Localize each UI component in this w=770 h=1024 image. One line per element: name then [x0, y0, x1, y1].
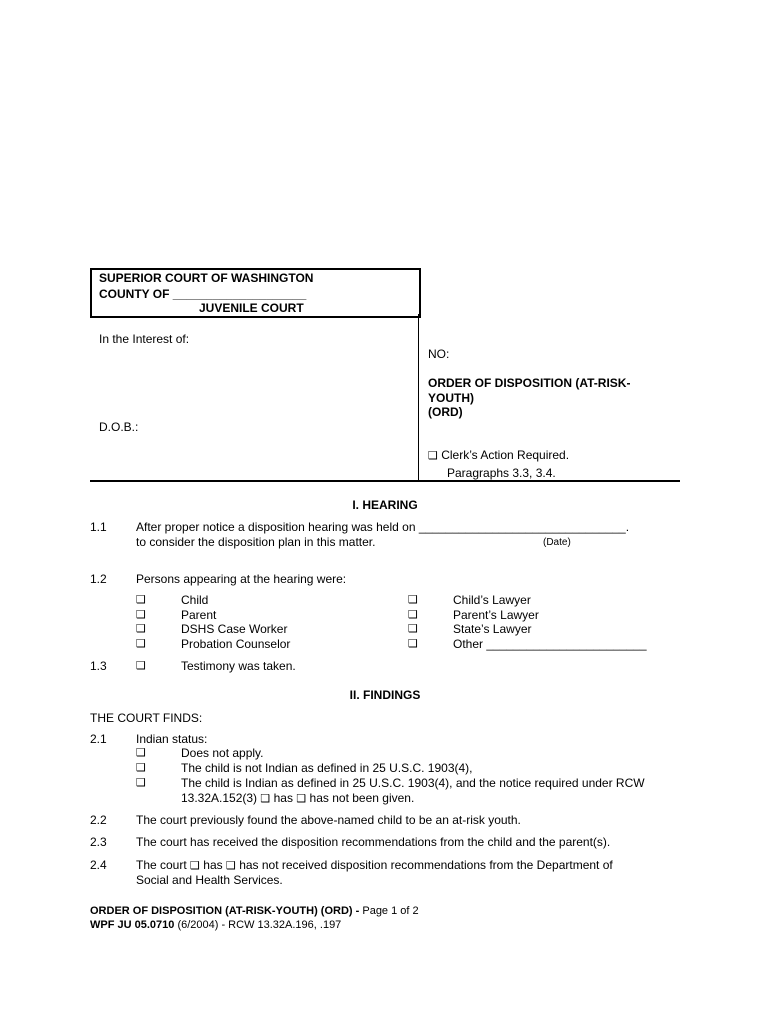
checkbox-child[interactable]: ❑ — [136, 593, 146, 606]
notice-line — [181, 791, 414, 805]
para-2-1-text: Indian status: — [136, 732, 208, 746]
attendee-label: DSHS Case Worker — [181, 622, 288, 636]
para-number: 2.1 — [90, 732, 107, 746]
clerk-paragraphs: Paragraphs 3.3, 3.4. — [447, 466, 556, 480]
checkbox-probation-counselor[interactable]: ❑ — [136, 637, 146, 650]
form-number: WPF JU 05.0710 — [90, 919, 175, 931]
county-line: COUNTY OF ____________________ — [99, 287, 307, 301]
checkbox-other[interactable]: ❑ — [408, 637, 418, 650]
checkbox-notice-has[interactable]: ❑ — [260, 792, 271, 805]
para-2-2-text: The court previously found the above-named child to be an at-risk youth. — [136, 813, 521, 827]
para-2-3-text: The court has received the disposition recommendations from the child and the parent(s). — [136, 835, 611, 849]
checkbox-does-not-apply[interactable]: ❑ — [136, 746, 146, 759]
checkbox-childs-lawyer[interactable]: ❑ — [408, 593, 418, 606]
para-1-1-line1: After proper notice a disposition hearing was held on _______________________________. — [136, 520, 630, 534]
interest-of-label: In the Interest of: — [99, 332, 190, 346]
document-title-line1: ORDER OF DISPOSITION (AT-RISK- — [428, 376, 631, 390]
checkbox-parents-lawyer[interactable]: ❑ — [408, 608, 418, 621]
para-number: 1.1 — [90, 520, 107, 534]
case-number-label: NO: — [428, 347, 450, 361]
footer-form-title: ORDER OF DISPOSITION (AT-RISK-YOUTH) (ORD) - — [90, 905, 360, 917]
checkbox-not-indian[interactable]: ❑ — [136, 761, 146, 774]
attendee-label: Parent — [181, 608, 217, 622]
caption-divider — [418, 314, 419, 481]
checkbox-dshs-has[interactable]: ❑ — [190, 859, 200, 872]
document-title-line2: YOUTH) — [428, 391, 474, 405]
para-1-3-text: Testimony was taken. — [181, 659, 296, 673]
has-not-label: has not been given. — [309, 791, 415, 805]
checkbox-notice-has-not[interactable]: ❑ — [296, 792, 307, 805]
section-hearing-heading: I. HEARING — [352, 498, 418, 512]
para-number: 2.3 — [90, 835, 107, 849]
attendee-label: Other ________________________ — [453, 637, 647, 651]
court-name: SUPERIOR COURT OF WASHINGTON — [99, 271, 314, 285]
attendee-label: Child — [181, 593, 209, 607]
attendee-label: Parent’s Lawyer — [453, 608, 539, 622]
attendee-label: State’s Lawyer — [453, 622, 532, 636]
clerk-action-label: Clerk’s Action Required. — [441, 448, 570, 462]
attendee-label: Probation Counselor — [181, 637, 291, 651]
footer-line2 — [90, 919, 341, 931]
court-finds-label: THE COURT FINDS: — [90, 711, 203, 725]
clerk-action-row — [428, 448, 569, 462]
clerk-action-checkbox[interactable]: ❑ — [428, 449, 438, 462]
form-revision: (6/2004) - RCW 13.32A.196, .197 — [177, 919, 342, 931]
para-number: 2.4 — [90, 858, 107, 872]
checkbox-dshs-has-not[interactable]: ❑ — [225, 859, 236, 872]
para-2-4-line1 — [136, 858, 613, 872]
caption-rule — [90, 480, 680, 482]
document-title-line3: (ORD) — [428, 405, 463, 419]
checkbox-parent[interactable]: ❑ — [136, 608, 146, 621]
para-2-4-line2: Social and Health Services. — [136, 873, 283, 887]
checkbox-dshs-case-worker[interactable]: ❑ — [136, 622, 146, 635]
dob-label: D.O.B.: — [99, 420, 139, 434]
para-2-4-court: The court — [136, 858, 187, 872]
indian-status-option: The child is Indian as defined in 25 U.S.C. 1903(4), and the notice required under RCW — [181, 776, 645, 790]
checkbox-is-indian[interactable]: ❑ — [136, 776, 146, 789]
para-number: 1.3 — [90, 659, 107, 673]
para-1-2-text: Persons appearing at the hearing were: — [136, 572, 347, 586]
para-number: 1.2 — [90, 572, 107, 586]
attendee-label: Child’s Lawyer — [453, 593, 531, 607]
date-label: (Date) — [543, 537, 571, 548]
para-2-4-rest: has not received disposition recommendations from the Department of — [239, 858, 613, 872]
section-findings-heading: II. FINDINGS — [349, 688, 421, 702]
checkbox-states-lawyer[interactable]: ❑ — [408, 622, 418, 635]
footer-line1 — [90, 905, 419, 917]
juvenile-court-label: JUVENILE COURT — [199, 301, 304, 315]
has-label: has — [273, 791, 293, 805]
rcw-reference: 13.32A.152(3) — [181, 791, 258, 805]
para-1-1-line2: to consider the disposition plan in this matter. — [136, 535, 376, 549]
has-label: has — [203, 858, 223, 872]
page-number: Page 1 of 2 — [362, 905, 419, 917]
indian-status-option: Does not apply. — [181, 746, 264, 760]
para-number: 2.2 — [90, 813, 107, 827]
indian-status-option: The child is not Indian as defined in 25 U.S.C. 1903(4), — [181, 761, 473, 775]
checkbox-testimony[interactable]: ❑ — [136, 659, 146, 672]
